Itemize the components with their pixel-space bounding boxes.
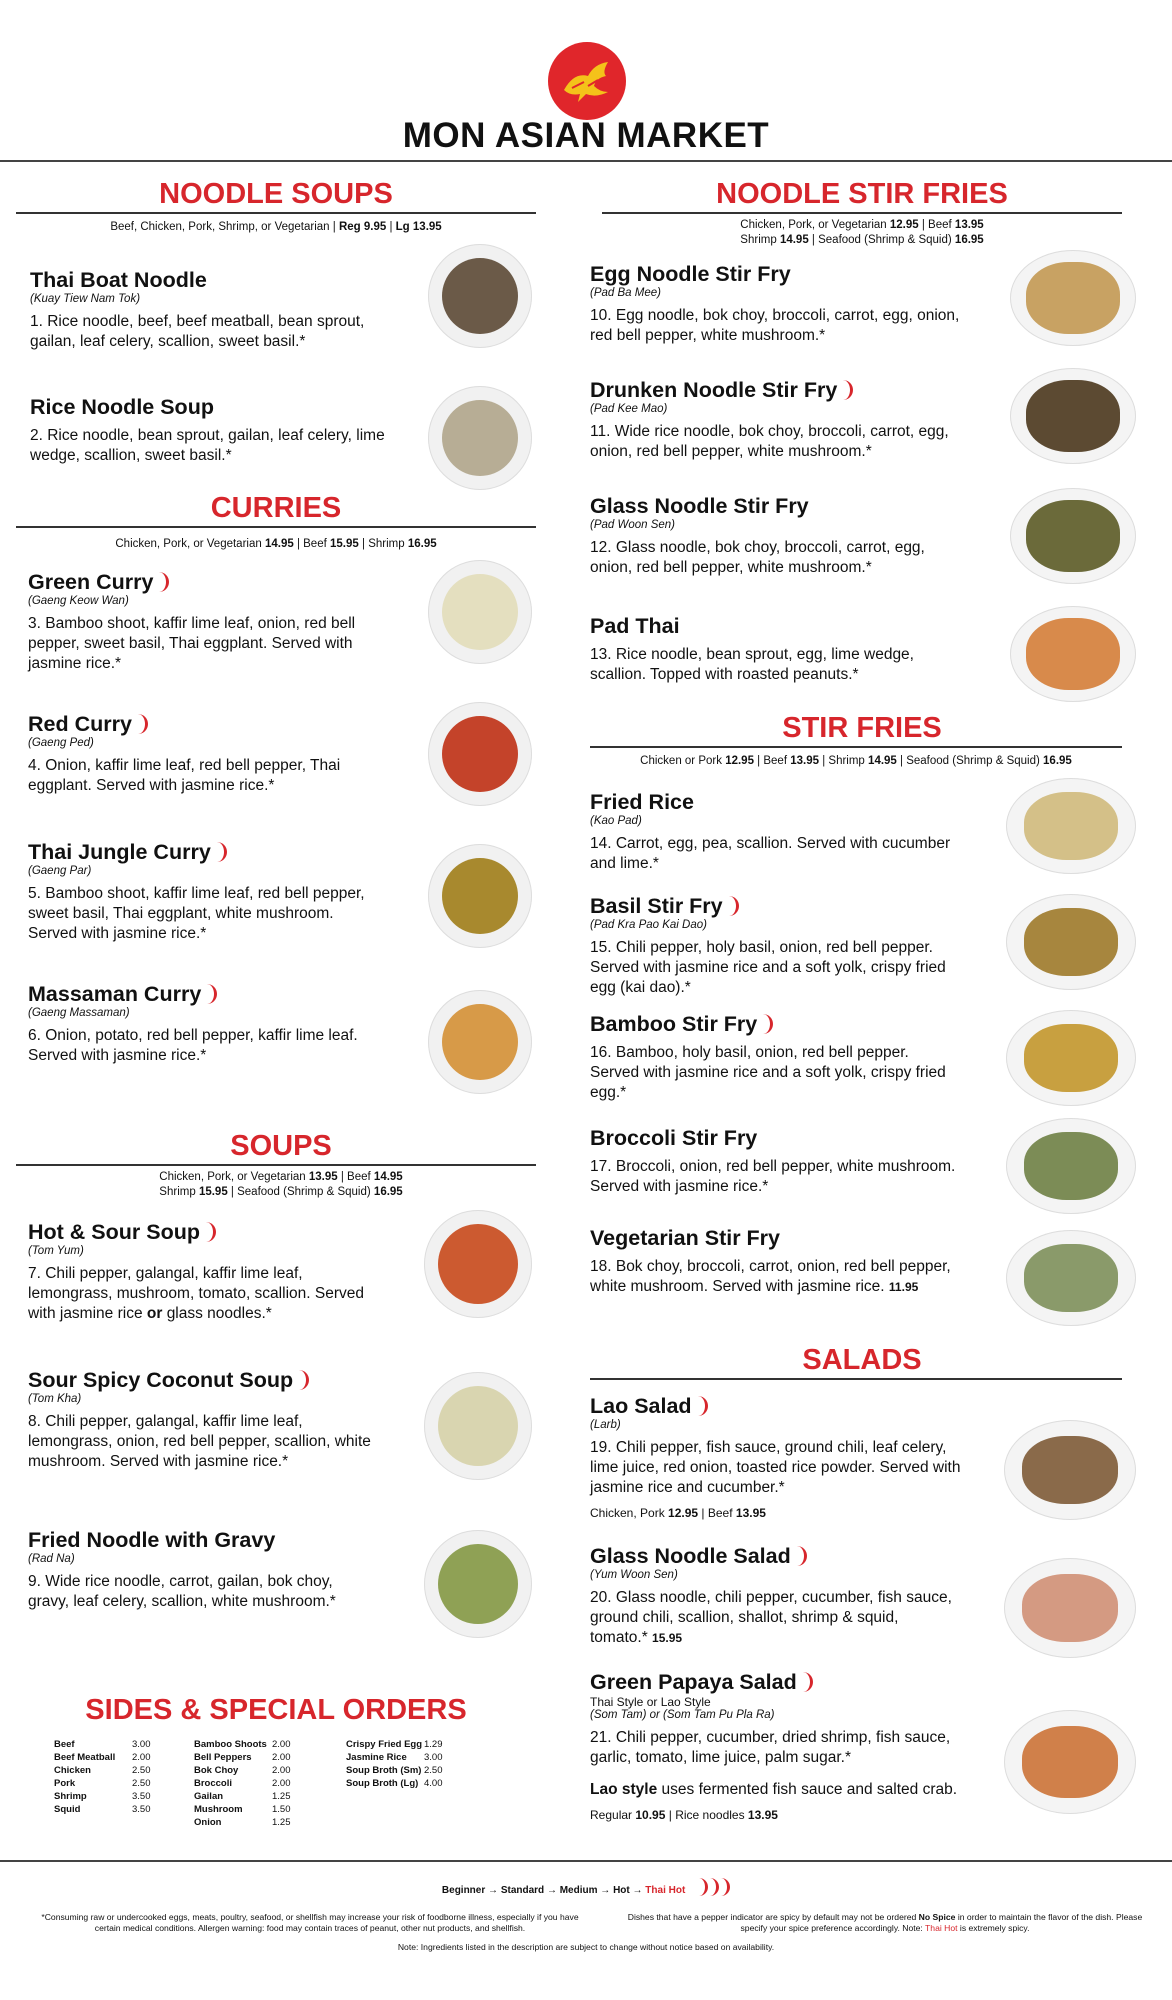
footer-divider bbox=[0, 1860, 1172, 1862]
menu-item-sour-spicy-coconut-soup: Sour Spicy Coconut Soup (Tom Kha) 8. Chili pepper, galangal, kaffir lime leaf, lemongrass, onion, red bell pepper, scallion, white mushroom. Served with jasmine rice.* bbox=[28, 1368, 371, 1470]
section-divider bbox=[16, 526, 536, 528]
side-name: Beef Meatball bbox=[54, 1752, 116, 1763]
side-name: Pork bbox=[54, 1778, 76, 1789]
food-photo bbox=[428, 702, 532, 806]
side-row bbox=[194, 1764, 336, 1777]
header-divider bbox=[0, 160, 1172, 162]
chili-pepper-icon bbox=[698, 1396, 708, 1416]
section-divider bbox=[16, 1164, 536, 1166]
section-title-noodle-stir-fries: NOODLE STIR FRIES bbox=[716, 178, 1008, 210]
side-name: Crispy Fried Egg bbox=[346, 1739, 423, 1750]
chili-pepper-icon bbox=[206, 1222, 216, 1242]
section-price: Chicken, Pork, or Vegetarian 13.95 | Beef 14.95 Shrimp 15.95 | Seafood (Shrimp & Squid) 16.95 bbox=[159, 1171, 403, 1198]
menu-item-green-curry: Green Curry (Gaeng Keow Wan) 3. Bamboo shoot, kaffir lime leaf, onion, red bell pepper, sweet basil, Thai eggplant. Served with jasmine rice.* bbox=[28, 570, 356, 672]
side-name: Jasmine Rice bbox=[346, 1752, 407, 1763]
logo bbox=[548, 42, 626, 120]
menu-item-rice-noodle-soup: Rice Noodle Soup 2. Rice noodle, bean sprout, gailan, leaf celery, lime wedge, scallion, sweet basil.* bbox=[30, 395, 385, 464]
side-price: 3.00 bbox=[132, 1739, 151, 1750]
chili-pepper-icon bbox=[138, 714, 148, 734]
food-photo bbox=[428, 244, 532, 348]
side-name: Shrimp bbox=[54, 1791, 87, 1802]
food-photo bbox=[1004, 1558, 1136, 1658]
menu-item-red-curry: Red Curry (Gaeng Ped) 4. Onion, kaffir lime leaf, red bell pepper, Thai eggplant. Served with jasmine rice.* bbox=[28, 712, 341, 794]
brand-title: MON ASIAN MARKET bbox=[402, 116, 770, 155]
side-row bbox=[54, 1738, 196, 1751]
food-photo bbox=[424, 1372, 532, 1480]
side-price: 1.29 bbox=[424, 1739, 443, 1750]
side-price: 3.50 bbox=[132, 1791, 151, 1802]
section-divider bbox=[16, 212, 536, 214]
food-photo bbox=[1006, 894, 1136, 990]
side-name: Beef bbox=[54, 1739, 75, 1750]
side-row bbox=[54, 1803, 196, 1816]
food-photo bbox=[424, 1530, 532, 1638]
menu-item-massaman-curry: Massaman Curry (Gaeng Massaman) 6. Onion, potato, red bell pepper, kaffir lime leaf. Served with jasmine rice.* bbox=[28, 982, 358, 1064]
side-price: 2.50 bbox=[132, 1765, 151, 1776]
side-row bbox=[346, 1764, 488, 1777]
menu-item-glass-noodle-salad: Glass Noodle Salad (Yum Woon Sen) 20. Glass noodle, chili pepper, cucumber, fish sauce, ground chili, scallion, shallot, shrimp & squid, tomato.* 15.95 bbox=[590, 1544, 952, 1646]
side-name: Bell Peppers bbox=[194, 1752, 252, 1763]
ingredients-note: Note: Ingredients listed in the description are subject to change without notice based on availability. bbox=[397, 1942, 775, 1952]
side-name: Mushroom bbox=[194, 1804, 243, 1815]
side-name: Bamboo Shoots bbox=[194, 1739, 267, 1750]
menu-item-basil-stir-fry: Basil Stir Fry (Pad Kra Pao Kai Dao) 15. Chili pepper, holy basil, onion, red bell pepper. Served with jasmine rice and a soft yolk, crispy fried egg (kai dao).* bbox=[590, 894, 946, 996]
side-row bbox=[194, 1803, 336, 1816]
chili-pepper-icon bbox=[797, 1546, 807, 1566]
section-title-stir-fries: STIR FRIES bbox=[782, 712, 942, 744]
menu-item-lao-salad: Lao Salad (Larb) 19. Chili pepper, fish sauce, ground chili, leaf celery, lime juice, red onion, toasted rice powder. Served with jasmine rice and cucumber.* Chicken, Pork 12.95 | Beef 13.95 bbox=[590, 1394, 961, 1520]
side-row bbox=[54, 1777, 196, 1790]
menu-item-drunken-noodle-stir-fry: Drunken Noodle Stir Fry (Pad Kee Mao) 11. Wide rice noodle, bok choy, broccoli, carrot, egg, onion, red bell pepper, white mushroom.* bbox=[590, 378, 949, 460]
spice-legend: Beginner → Standard → Medium → Hot → Thai Hot bbox=[0, 1878, 1172, 1896]
side-price: 2.00 bbox=[272, 1778, 291, 1789]
side-price: 3.50 bbox=[132, 1804, 151, 1815]
side-price: 2.50 bbox=[424, 1765, 443, 1776]
food-photo bbox=[1004, 1710, 1136, 1814]
sides-table-vegetables bbox=[194, 1738, 336, 1829]
chili-pepper-icon bbox=[217, 842, 227, 862]
section-price: Beef, Chicken, Pork, Shrimp, or Vegetarian | Reg 9.95 | Lg 13.95 bbox=[110, 221, 442, 233]
menu-item-thai-boat-noodle: Thai Boat Noodle (Kuay Tiew Nam Tok) 1. Rice noodle, beef, beef meatball, bean sprout, gailan, leaf celery, scallion, sweet basil.* bbox=[30, 268, 365, 350]
side-price: 2.00 bbox=[272, 1752, 291, 1763]
menu-item-vegetarian-stir-fry: Vegetarian Stir Fry 18. Bok choy, broccoli, carrot, onion, red bell pepper, white mushroom. Served with jasmine rice. 11.95 bbox=[590, 1226, 951, 1295]
side-row bbox=[194, 1777, 336, 1790]
chili-pepper-icon bbox=[207, 984, 217, 1004]
side-price: 1.25 bbox=[272, 1791, 291, 1802]
menu-item-green-papaya-salad: Green Papaya Salad Thai Style or Lao Style (Som Tam) or (Som Tam Pu Pla Ra) 21. Chili pepper, cucumber, dried shrimp, fish sauce, garlic, tomato, lime juice, palm sugar.* Lao style uses fermented fish sauce and salted crab. Regular 10.95 | Rice noodles 13.95 bbox=[590, 1670, 958, 1822]
food-photo bbox=[1006, 778, 1136, 874]
food-photo bbox=[428, 560, 532, 664]
side-price: 2.00 bbox=[132, 1752, 151, 1763]
side-row bbox=[194, 1751, 336, 1764]
chili-pepper-icon bbox=[709, 1878, 719, 1896]
side-row bbox=[54, 1751, 196, 1764]
menu-item-fried-noodle-with-gravy: Fried Noodle with Gravy (Rad Na) 9. Wide rice noodle, carrot, gailan, bok choy, gravy, leaf celery, scallion, white mushroom.* bbox=[28, 1528, 336, 1610]
chili-pepper-icon bbox=[299, 1370, 309, 1390]
side-name: Chicken bbox=[54, 1765, 91, 1776]
sides-table-meats bbox=[54, 1738, 196, 1816]
chili-pepper-icon bbox=[159, 572, 169, 592]
food-photo bbox=[1010, 250, 1136, 346]
section-divider bbox=[590, 1378, 1122, 1380]
chili-pepper-icon bbox=[843, 380, 853, 400]
side-name: Broccoli bbox=[194, 1778, 233, 1789]
chili-pepper-icon bbox=[729, 896, 739, 916]
section-title-soups: SOUPS bbox=[230, 1130, 332, 1162]
side-row bbox=[194, 1738, 336, 1751]
section-title-salads: SALADS bbox=[802, 1344, 922, 1376]
side-price: 2.00 bbox=[272, 1765, 291, 1776]
side-name: Gailan bbox=[194, 1791, 224, 1802]
food-photo bbox=[1006, 1118, 1136, 1214]
section-price: Chicken, Pork, or Vegetarian 12.95 | Beef 13.95 Shrimp 14.95 | Seafood (Shrimp & Squid) 16.95 bbox=[740, 219, 984, 246]
phoenix-bird-logo-icon bbox=[548, 42, 626, 120]
section-title-sides: SIDES & SPECIAL ORDERS bbox=[85, 1694, 467, 1726]
food-photo bbox=[428, 844, 532, 948]
side-name: Squid bbox=[54, 1804, 81, 1815]
menu-item-pad-thai: Pad Thai 13. Rice noodle, bean sprout, egg, lime wedge, scallion. Topped with roasted peanuts.* bbox=[590, 614, 914, 683]
side-row bbox=[346, 1777, 488, 1790]
menu-item-fried-rice: Fried Rice (Kao Pad) 14. Carrot, egg, pea, scallion. Served with cucumber and lime.* bbox=[590, 790, 951, 872]
food-photo bbox=[1010, 488, 1136, 584]
menu-item-egg-noodle-stir-fry: Egg Noodle Stir Fry (Pad Ba Mee) 10. Egg noodle, bok choy, broccoli, carrot, egg, onion, red bell pepper, white mushroom.* bbox=[590, 262, 960, 344]
section-title-noodle-soups: NOODLE SOUPS bbox=[159, 178, 393, 210]
chili-pepper-icon bbox=[803, 1672, 813, 1692]
menu-item-glass-noodle-stir-fry: Glass Noodle Stir Fry (Pad Woon Sen) 12. Glass noodle, bok choy, broccoli, carrot, egg, onion, red bell pepper, white mushroom.* bbox=[590, 494, 925, 576]
chili-pepper-icon bbox=[698, 1878, 708, 1896]
side-row bbox=[194, 1816, 336, 1829]
food-photo bbox=[1004, 1420, 1136, 1520]
food-photo bbox=[1006, 1230, 1136, 1326]
menu-item-bamboo-stir-fry: Bamboo Stir Fry 16. Bamboo, holy basil, onion, red bell pepper. Served with jasmine rice and a soft yolk, crispy fried egg.* bbox=[590, 1012, 946, 1101]
sides-table-extras bbox=[346, 1738, 488, 1790]
section-divider bbox=[602, 212, 1122, 214]
section-price: Chicken or Pork 12.95 | Beef 13.95 | Shrimp 14.95 | Seafood (Shrimp & Squid) 16.95 bbox=[640, 755, 1072, 767]
side-name: Soup Broth (Sm) bbox=[346, 1765, 422, 1776]
food-photo bbox=[1010, 606, 1136, 702]
side-price: 1.50 bbox=[272, 1804, 291, 1815]
side-row bbox=[54, 1764, 196, 1777]
side-name: Bok Choy bbox=[194, 1765, 239, 1776]
side-row bbox=[346, 1751, 488, 1764]
side-price: 2.50 bbox=[132, 1778, 151, 1789]
section-divider bbox=[590, 746, 1122, 748]
section-price: Chicken, Pork, or Vegetarian 14.95 | Beef 15.95 | Shrimp 16.95 bbox=[115, 538, 437, 550]
side-price: 1.25 bbox=[272, 1817, 291, 1828]
side-name: Soup Broth (Lg) bbox=[346, 1778, 419, 1789]
side-name: Onion bbox=[194, 1817, 222, 1828]
food-photo bbox=[428, 386, 532, 490]
spice-notice: Dishes that have a pepper indicator are spicy by default may not be ordered No Spice in order to maintain the flavor of the dish. Please specify your spice preference accordingly. Note: Thai Hot is extremely spicy. bbox=[627, 1912, 1143, 1933]
food-photo bbox=[424, 1210, 532, 1318]
side-row bbox=[346, 1738, 488, 1751]
side-price: 3.00 bbox=[424, 1752, 443, 1763]
food-photo bbox=[1010, 368, 1136, 464]
food-photo bbox=[1006, 1010, 1136, 1106]
chili-pepper-icon bbox=[763, 1014, 773, 1034]
chili-pepper-icon bbox=[720, 1878, 730, 1896]
menu-item-hot-sour-soup: Hot & Sour Soup (Tom Yum) 7. Chili pepper, galangal, kaffir lime leaf, lemongrass, mushroom, tomato, scallion. Served with jasmine rice or glass noodles.* bbox=[28, 1220, 364, 1322]
side-row bbox=[194, 1790, 336, 1803]
side-price: 4.00 bbox=[424, 1778, 443, 1789]
allergen-warning: *Consuming raw or undercooked eggs, meats, poultry, seafood, or shellfish may increase your risk of foodborne illness, especially if you have certain medical conditions. Allergen warning: food may contain traces of peanut, other nut products, and shellfish. bbox=[41, 1912, 579, 1933]
menu-item-broccoli-stir-fry: Broccoli Stir Fry 17. Broccoli, onion, red bell pepper, white mushroom. Served with jasmine rice.* bbox=[590, 1126, 956, 1195]
section-title-curries: CURRIES bbox=[210, 492, 342, 524]
menu-item-thai-jungle-curry: Thai Jungle Curry (Gaeng Par) 5. Bamboo shoot, kaffir lime leaf, red bell pepper, sweet basil, Thai eggplant, white mushroom. Served with jasmine rice.* bbox=[28, 840, 365, 942]
side-price: 2.00 bbox=[272, 1739, 291, 1750]
side-row bbox=[54, 1790, 196, 1803]
food-photo bbox=[428, 990, 532, 1094]
